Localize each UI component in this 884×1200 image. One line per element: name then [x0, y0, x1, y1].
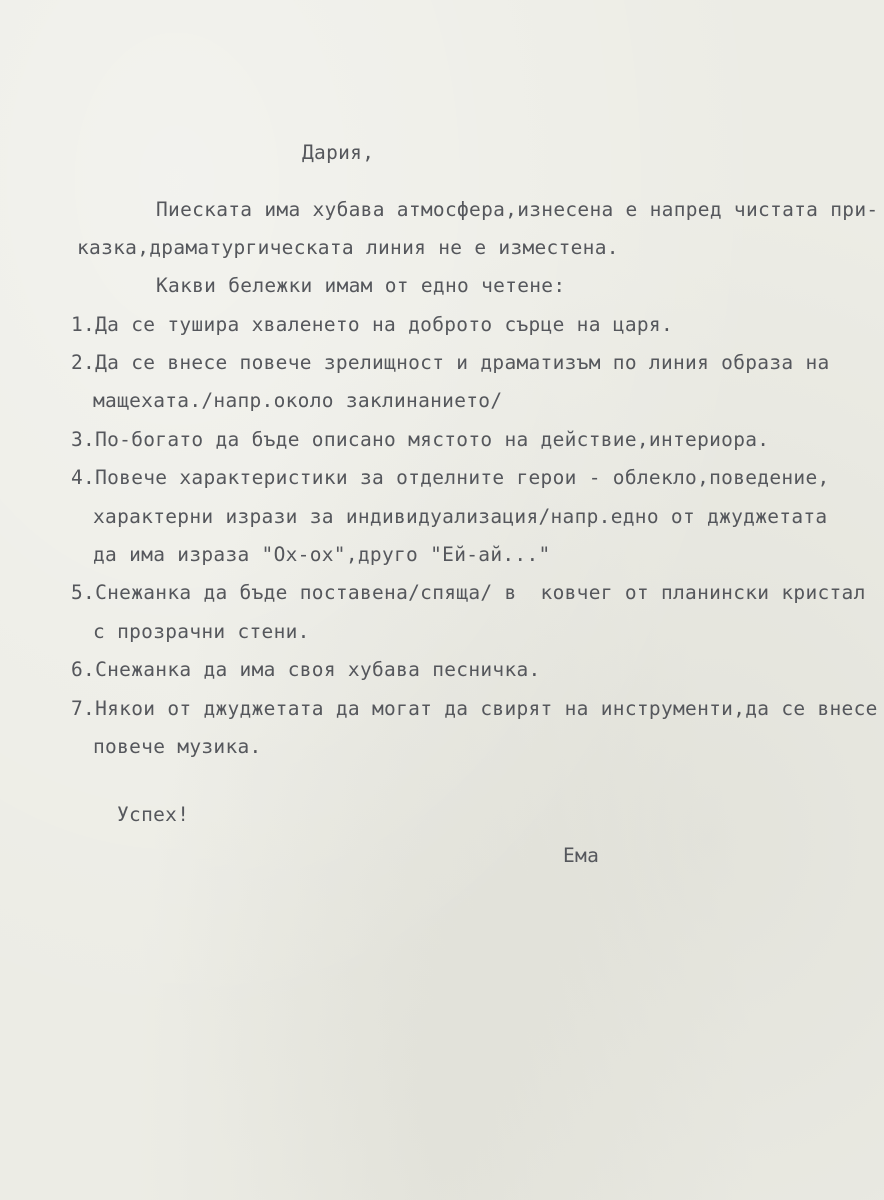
- note-3-line-1: 3.По-богато да бъде описано мястото на действие,интериора.: [71, 428, 770, 451]
- note-7-line-2: повече музика.: [93, 735, 262, 758]
- note-7-line-1: 7.Някои от джуджетата да могат да свирят на инструменти,да се внесе: [71, 697, 878, 720]
- note-2-line-2: мащехата./напр.около заклинанието/: [93, 389, 503, 412]
- note-4-line-3: да има израза "Ох-ох",друго "Ей-ай...": [93, 543, 551, 566]
- salutation: Дария,: [302, 141, 375, 164]
- note-5-line-2: с прозрачни стени.: [93, 620, 310, 643]
- closing: Успех!: [117, 803, 190, 826]
- intro-line-2: казка,драматургическата линия не е изместена.: [77, 236, 619, 259]
- note-6-line-1: 6.Снежанка да има своя хубава песничка.: [71, 658, 541, 681]
- note-5-line-1: 5.Снежанка да бъде поставена/спяща/ в ковчег от планински кристал: [71, 581, 866, 604]
- note-2-line-1: 2.Да се внесе повече зрелищност и драматизъм по линия образа на: [71, 351, 830, 374]
- note-4-line-1: 4.Повече характеристики за отделните герои - облекло,поведение,: [71, 466, 830, 489]
- signature: Ема: [563, 844, 600, 867]
- notes-heading: Какви бележки имам от едно четене:: [156, 274, 566, 297]
- note-1-line-1: 1.Да се тушира хваленето на доброто сърце на царя.: [71, 313, 673, 336]
- note-4-line-2: характерни изрази за индивидуализация/напр.едно от джуджетата: [93, 505, 828, 528]
- intro-line-1: Пиеската има хубава атмосфера,изнесена е напред чистата при-: [156, 198, 879, 221]
